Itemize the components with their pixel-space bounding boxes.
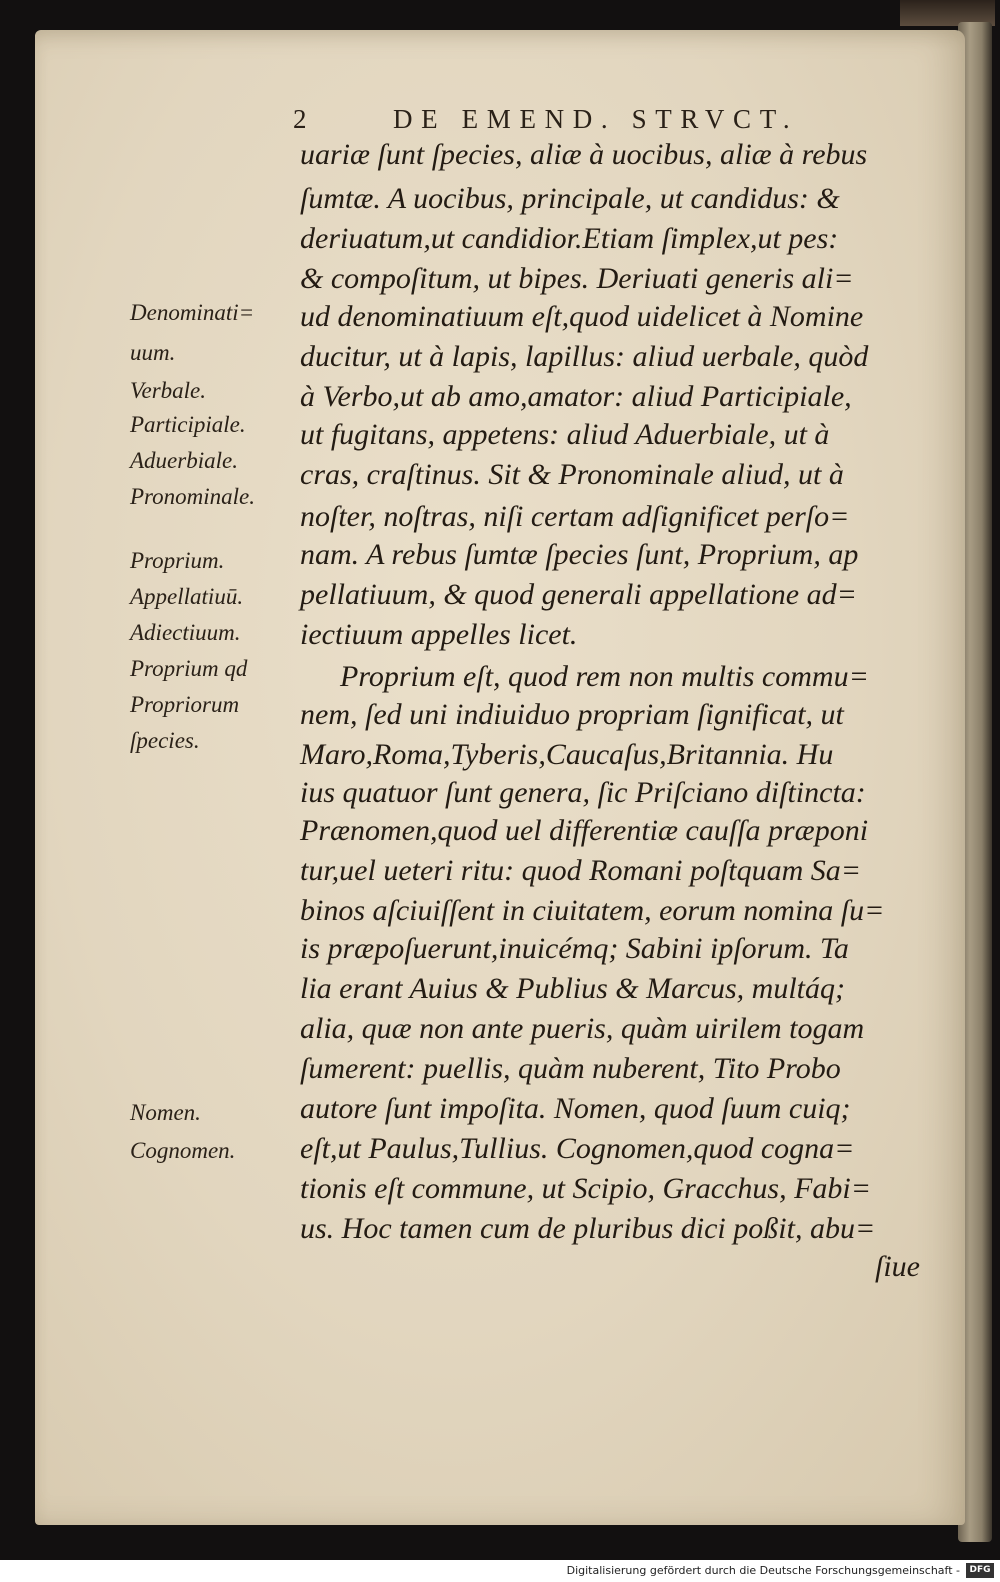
- text-line: autore ſunt impoſita. Nomen, quod ſuum cuiq;: [300, 1092, 851, 1125]
- marginal-note: Nomen.: [130, 1100, 201, 1125]
- text-line: & compoſitum, ut bipes. Deriuati generis ali=: [300, 262, 854, 295]
- text-line: cras, craſtinus. Sit & Pronominale aliud, ut à: [300, 458, 844, 491]
- text-line: ud denominatiuum eſt,quod uidelicet à Nomine: [300, 300, 864, 333]
- text-line: nem, ſed uni indiuiduo propriam ſignificat, ut: [300, 698, 844, 731]
- folio-number: 2: [293, 104, 307, 134]
- marginal-note: Denominati=: [130, 300, 255, 325]
- marginal-note: Propriorum: [130, 692, 240, 717]
- text-line: ſumerent: puellis, quàm nuberent, Tito Probo: [300, 1052, 841, 1085]
- footer-credit: Digitalisierung gefördert durch die Deutsche Forschungsgemeinschaft -: [566, 1564, 960, 1577]
- marginal-note: Proprium.: [130, 548, 225, 573]
- marginal-note: Adiectiuum.: [130, 620, 241, 645]
- text-line: binos aſciuiſſent in ciuitatem, eorum nomina ſu=: [300, 894, 885, 927]
- text-line: ducitur, ut à lapis, lapillus: aliud uerbale, quòd: [300, 340, 869, 373]
- text-line: à Verbo,ut ab amo,amator: aliud Participiale,: [300, 380, 852, 413]
- text-line: is præpoſuerunt,inuicémq; Sabini ipſorum. Ta: [300, 932, 849, 965]
- marginal-note: uum.: [130, 340, 176, 365]
- text-line: eſt,ut Paulus,Tullius. Cognomen,quod cogna=: [300, 1132, 855, 1165]
- text-line: us. Hoc tamen cum de pluribus dici poßit, abu=: [300, 1212, 876, 1245]
- marginal-note: ſpecies.: [130, 728, 200, 753]
- running-title: DE EMEND. STRVCT.: [393, 104, 799, 134]
- text-line: Prænomen,quod uel differentiæ cauſſa præponi: [300, 814, 869, 847]
- text-line: uariæ ſunt ſpecies, aliæ à uocibus, aliæ à rebus: [300, 138, 868, 171]
- text-line: nam. A rebus ſumtæ ſpecies ſunt, Proprium, ap: [300, 538, 859, 571]
- text-line: ſumtæ. A uocibus, principale, ut candidus: &: [300, 182, 840, 215]
- text-line: tur,uel ueteri ritu: quod Romani poſtquam Sa=: [300, 854, 862, 887]
- text-line: alia, quæ non ante pueris, quàm uirilem togam: [300, 1012, 865, 1045]
- text-line: tionis eſt commune, ut Scipio, Gracchus, Fabi=: [300, 1172, 871, 1205]
- marginal-note: Participiale.: [130, 412, 246, 437]
- text-line: lia erant Auius & Publius & Marcus, multáq;: [300, 972, 845, 1005]
- catchword: ſiue: [875, 1250, 920, 1283]
- marginal-note: Cognomen.: [130, 1138, 236, 1163]
- text-line: iectiuum appelles licet.: [300, 618, 578, 651]
- text-line: deriuatum,ut candidior.Etiam ſimplex,ut pes:: [300, 222, 839, 255]
- text-line: ut fugitans, appetens: aliud Aduerbiale, ut à: [300, 418, 830, 451]
- marginal-note: Appellatiuū.: [130, 584, 244, 609]
- text-line: Maro,Roma,Tyberis,Caucaſus,Britannia. Hu: [300, 738, 834, 771]
- marginal-note: Pronominale.: [130, 484, 255, 509]
- text-line: noſter, noſtras, niſi certam adſignificet perſo=: [300, 500, 850, 533]
- marginal-note: Aduerbiale.: [130, 448, 238, 473]
- digitization-footer: [0, 1560, 1000, 1582]
- text-line: Proprium eſt, quod rem non multis commu=: [340, 660, 869, 693]
- text-line: pellatiuum, & quod generali appellatione ad=: [300, 578, 857, 611]
- marginal-note: Verbale.: [130, 378, 207, 403]
- dfg-logo-icon: DFG: [966, 1563, 994, 1578]
- marginal-note: Proprium qd: [130, 656, 248, 681]
- text-line: ius quatuor ſunt genera, ſic Priſciano diſtincta:: [300, 776, 866, 809]
